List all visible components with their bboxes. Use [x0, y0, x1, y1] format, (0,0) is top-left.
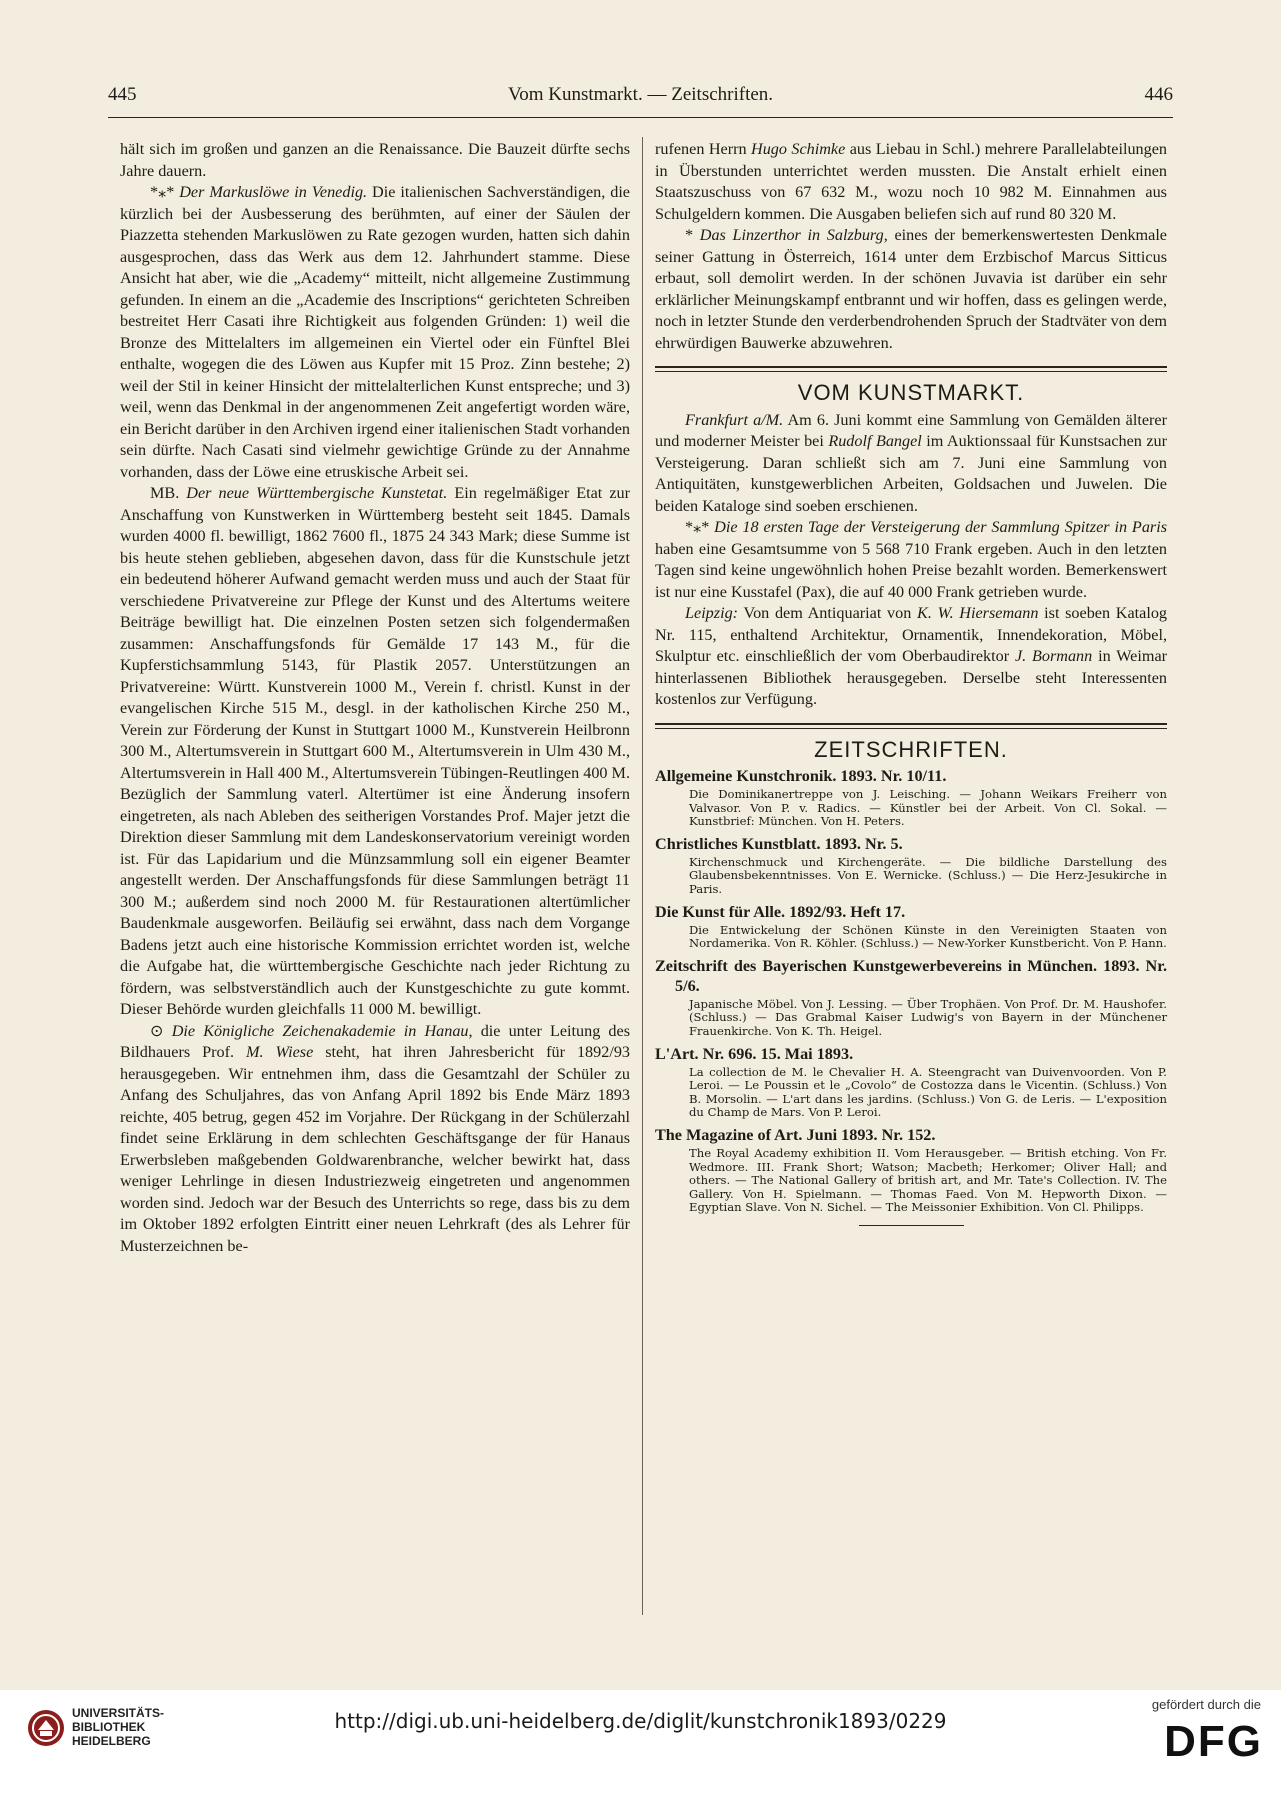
article-text: im Auktionssaal für Kunstsachen zur Versteigerung. Daran schließt sich am 7. Juni eine Sammlung von Antiquitäten, kunstgewerblichen Arbeiten, Goldsachen und Juwelen. Die beiden Kataloge sind soeben erschienen.	[655, 432, 1168, 515]
person-name: M. Wiese	[246, 1043, 314, 1061]
section-title-zeitschriften: ZEITSCHRIFTEN.	[814, 736, 1008, 762]
article-text: eines der bemerkenswertesten Denkmale seiner Gattung in Österreich, 1614 unter dem Erzbischof Marcus Sitticus erbaut, soll demolirt werden. In der schönen Juvavia ist darüber ein sehr erklärlicher Meinungskampf entbrannt und wir hoffen, dass es gelingen werde, noch in letzter Stunde den verderbendrohenden Spruch der Stadtväter von dem ehrwürdigen Bauwerke abzuwehren.	[655, 226, 1167, 352]
section-rule	[655, 354, 1167, 380]
library-name-line: UNIVERSITÄTS-	[72, 1706, 165, 1720]
article-text: Die italienischen Sachverständigen, die kürzlich bei der Ausbesserung des berühmten, auf einer der Säulen der Piazzetta stehenden Markuslöwen zu Rate gezogen wurden, hatten sich dahin ausgesprochen, dass das Werk aus dem 12. Jahrhundert stamme. Diese Ansicht hat aber, wie die „Academy“ mitteilt, nicht allgemeine Zustimmung gefunden. In einem an die „Academie des Inscriptions“ gerichteten Schreiben bestreitet Herr Casati ihre Richtigkeit aus folgenden Gründen: 1) weil die Bronze des Mittelalters im allgemeinen ein Viertel oder ein Fünftel Blei enthalte, wogegen die des Löwen aus Kupfer mit 15 Proz. Zinn bestehe; 2) weil der Stil in keiner Hinsicht der mittelalterlichen Kunst entspreche; und 3) weil, wenn das Denkmal in der angenommenen Zeit angefertigt worden wäre, ein Bericht darüber in den Archiven irgend einer italienischen Stadt vorhanden sein dürfte. Nach Casati sind vielmehr gewichtige Gründe zu der Annahme vorhanden, dass der Löwe eine etruskische Arbeit sei.	[120, 183, 630, 481]
article-continuation	[655, 139, 1167, 225]
article-title: Der Markuslöwe in Venedig.	[179, 183, 368, 201]
article-spitzer	[655, 517, 1167, 603]
library-name-line: BIBLIOTHEK	[72, 1720, 146, 1734]
library-name-line: HEIDELBERG	[72, 1734, 151, 1748]
right-column	[655, 139, 1167, 1226]
article-markuslowe	[120, 182, 630, 483]
article-frankfurt	[655, 410, 1167, 518]
article-mark: *	[685, 226, 694, 244]
paragraph	[120, 139, 630, 182]
article-text: rufenen Herrn	[655, 140, 747, 158]
article-mark: ⊙	[150, 1021, 164, 1040]
page-number-right: 446	[1144, 84, 1173, 105]
article-title: Das Linzerthor in Salzburg,	[699, 226, 888, 244]
journal-contents: Japanische Möbel. Von J. Lessing. — Über Trophäen. Von Prof. Dr. M. Haushofer. (Schluss.) — Das Grabmal Kaiser Ludwig's von Bayern in der Münchener Frauenkirche. Von K. Th. Heigel.	[689, 996, 1167, 1038]
article-title: Der neue Württembergische Kunstetat.	[186, 484, 448, 502]
permalink-url[interactable]: http://digi.ub.uni-heidelberg.de/diglit/kunstchronik1893/0229	[334, 1709, 947, 1733]
article-mark: *⁎*	[685, 518, 710, 536]
journal-contents: Die Entwickelung der Schönen Künste in den Vereinigten Staaten von Nordamerika. Von R. Köhler. (Schluss.) — New-Yorker Kunstbericht. Von P. Hann.	[689, 922, 1167, 951]
article-text: steht, hat ihren Jahresbericht für 1892/93 herausgegeben. Wir entnehmen ihm, dass die Gesamtzahl der Schüler zu Anfang des Schuljahres, das von Anfang April 1892 bis Ende März 1893 reichte, 405 betrug, gegen 452 im Vorjahre. Der Rückgang in der Schülerzahl findet seine Erklärung in dem schlechten Geschäftsgange der für Hanaus Erwerbsleben maßgebenden Goldwarenbranche, welcher bewirkt hat, dass weniger Lehrlinge in diesen Industriezweig eingetreten und angenommen worden sind. Jedoch war der Besuch des Unterrichts so rege, dass bis zu dem im Oktober 1892 erfolgten Eintritt einer neuen Lehrkraft (des als Lehrer für Musterzeichnen be-	[120, 1043, 631, 1255]
place-name: Leipzig:	[685, 604, 739, 622]
section-rule	[655, 711, 1167, 737]
journal-title: Zeitschrift des Bayerischen Kunstgewerbevereins in München. 1893. Nr. 5/6.	[655, 956, 1167, 995]
article-text: in Weimar hinterlassenen Bibliothek herausgegeben. Derselbe steht Interessenten kostenlos zur Verfügung.	[655, 647, 1168, 708]
header-rule	[108, 117, 1173, 118]
person-name: J. Bormann	[1014, 647, 1093, 665]
running-title: Vom Kunstmarkt. — Zeitschriften.	[507, 84, 774, 105]
person-name: Hugo Schimke	[751, 140, 846, 158]
journal-title: Christliches Kunstblatt. 1893. Nr. 5.	[655, 834, 903, 853]
article-linzerthor	[655, 225, 1167, 354]
place-name: Frankfurt a/M.	[685, 410, 784, 429]
article-text: ist soeben Katalog Nr. 115, enthaltend Architektur, Ornamentik, Innendekoration, Möbel, Skulptur etc. einschließlich der vom Oberbaudirektor	[655, 604, 1168, 665]
article-mark: *⁎*	[150, 183, 175, 201]
column-divider	[642, 137, 643, 1615]
journal-contents: Die Dominikanertreppe von J. Leisching. — Johann Weikars Freiherr von Valvasor. Von P. v. Radics. — Künstler bei der Arbeit. Von Cl. Sokal. — Kunstbrief: München. Von H. Peters.	[689, 787, 1167, 829]
journal-contents: The Royal Academy exhibition II. Vom Herausgeber. — British etching. Von Fr. Wedmore. III. Frank Short; Watson; Macbeth; Herkomer; Oliver Hall; and others. — The National Gallery of british art, and Mr. Tate's Collection. IV. The Gallery. Von H. Spielmann. — Thomas Faed. Von M. Hepworth Dixon. — Egyptian Slave. Von N. Sichel. — The Meissonier Exhibition. Von Cl. Philipps.	[689, 1145, 1167, 1215]
person-name: Rudolf Bangel	[828, 432, 922, 450]
journal-title: Allgemeine Kunstchronik. 1893. Nr. 10/11.	[655, 767, 947, 785]
dfg-logo: DFG	[1164, 1717, 1263, 1766]
journal-contents: La collection de M. le Chevalier H. A. Steengracht van Duivenvoorden. Von P. Leroi. — Le Poussin et le „Covolo“ de Costozza dans le Vicentin. (Schluss.) Von B. Morsolin. — L'art dans les jardins. (Schluss.) Von G. de Leris. — L'exposition du Champ de Mars. Von P. Leroi.	[689, 1064, 1167, 1120]
journal-title: The Magazine of Art. Juni 1893. Nr. 152.	[655, 1125, 936, 1144]
article-kunstetat	[120, 483, 630, 1021]
article-text: haben eine Gesamtsumme von 5 568 710 Frank ergeben. Auch in den letzten Tagen sind keine ungewöhnlich hohen Preise bezahlt worden. Bemerkenswert ist nur eine Kusstafel (Pax), die auf 40 000 Frank getrieben wurde.	[655, 539, 1167, 601]
article-title: Die Königliche Zeichenakademie in Hanau,	[171, 1021, 473, 1040]
person-name: K. W. Hiersemann	[917, 604, 1039, 622]
article-text: Am 6. Juni kommt eine Sammlung von Gemälden älterer und moderner Meister bei	[655, 410, 1168, 450]
paragraph-text: hält sich im großen und ganzen an die Renaissance. Die Bauzeit dürfte sechs Jahre dauern.	[120, 140, 630, 180]
article-text: aus Liebau in Schl.) mehrere Parallelabteilungen in Überstunden unterrichtet werden mussten. Die Anstalt erhielt einen Staatszuschuss von 67 632 M., wozu noch 10 982 M. Einnahmen aus Schulgeldern kommen. Die Ausgaben beliefen sich auf rund 80 320 M.	[655, 140, 1168, 223]
article-text: Von dem Antiquariat von	[743, 604, 912, 622]
page-number-left: 445	[108, 84, 137, 105]
article-mark: MB.	[150, 484, 180, 502]
end-rule	[859, 1225, 964, 1226]
running-header	[108, 84, 1173, 114]
article-title: Die 18 ersten Tage der Versteigerung der Sammlung Spitzer in Paris	[714, 518, 1168, 536]
article-leipzig	[655, 603, 1167, 711]
section-title-kunstmarkt: VOM KUNSTMARKT.	[797, 380, 1025, 405]
funding-label: gefördert durch die	[1151, 1697, 1261, 1712]
article-text: Ein regelmäßiger Etat zur Anschaffung von Kunstwerken in Württemberg besteht seit 1845. Damals wurden 4000 fl. bewilligt, 1862 7600 fl., 1875 24 343 Mark; diese Summe ist bis heute stehen geblieben, abgesehen davon, dass für die Kunstschule jetzt ein bedeutend höherer Aufwand gemacht werden muss und auch der Staat für verschiedene Privatvereine zur Pflege der Kunst und des Altertums weitere Beiträge bewilligt hat. Die einzelnen Posten setzen sich folgendermaßen zusammen: Anschaffungsfonds für Gemälde 17 143 M., für die Kupferstichsammlung 5143, für Plastik 2057. Unterstützungen an Privatvereine: Württ. Kunstverein 1000 M., Verein f. christl. Kunst in der evangelischen Kirche 515 M., desgl. in der katholischen Kirche 250 M., Verein zur Förderung der Kunst in Stuttgart 1000 M., Kunstverein Heilbronn 300 M., Altertumsverein in Stuttgart 600 M., Altertumsverein in Ulm 430 M., Altertumsverein in Hall 400 M., Altertumsverein Tübingen-Reutlingen 400 M. Bezüglich der Sammlung vaterl. Altertümer ist eine Änderung insofern eingetreten, als nach Ableben des seitherigen Vorstandes Prof. Majer jetzt die Direktion dieser Sammlung mit dem Landeskonservatorium vereinigt worden ist. Für das Lapidarium und die Münzsammlung soll ein eigener Beamter angestellt werden. Der Anschaffungsfonds für diese Sammlungen beträgt 11 300 M.; außerdem sind noch 2000 M. für Restaurationen altertümlicher Baudenkmale ausgeworfen. Beiläufig sei erwähnt, dass nach dem Vorgange Badens jetzt auch eine historische Kommission errichtet worden ist, welche die Aufgabe hat, die württembergische Geschichte nach jeder Richtung zu fördern, was selbstverständlich auch der Kunstgeschichte zu gute kommt. Dieser Behörde wurden gleichfalls 11 000 M. bewilligt.	[120, 484, 630, 1018]
journal-title: Die Kunst für Alle. 1892/93. Heft 17.	[655, 902, 906, 921]
article-text: die unter Leitung des Bildhauers Prof.	[120, 1021, 631, 1061]
journal-title: L'Art. Nr. 696. 15. Mai 1893.	[655, 1044, 854, 1063]
journal-contents: Kirchenschmuck und Kirchengeräte. — Die bildliche Darstellung des Glaubensbekenntnisses. Von E. Wernicke. (Schluss.) — Die Herz-Jesukirche in Paris.	[689, 854, 1167, 896]
left-column	[120, 139, 630, 1257]
article-zeichenakademie	[120, 1021, 630, 1258]
